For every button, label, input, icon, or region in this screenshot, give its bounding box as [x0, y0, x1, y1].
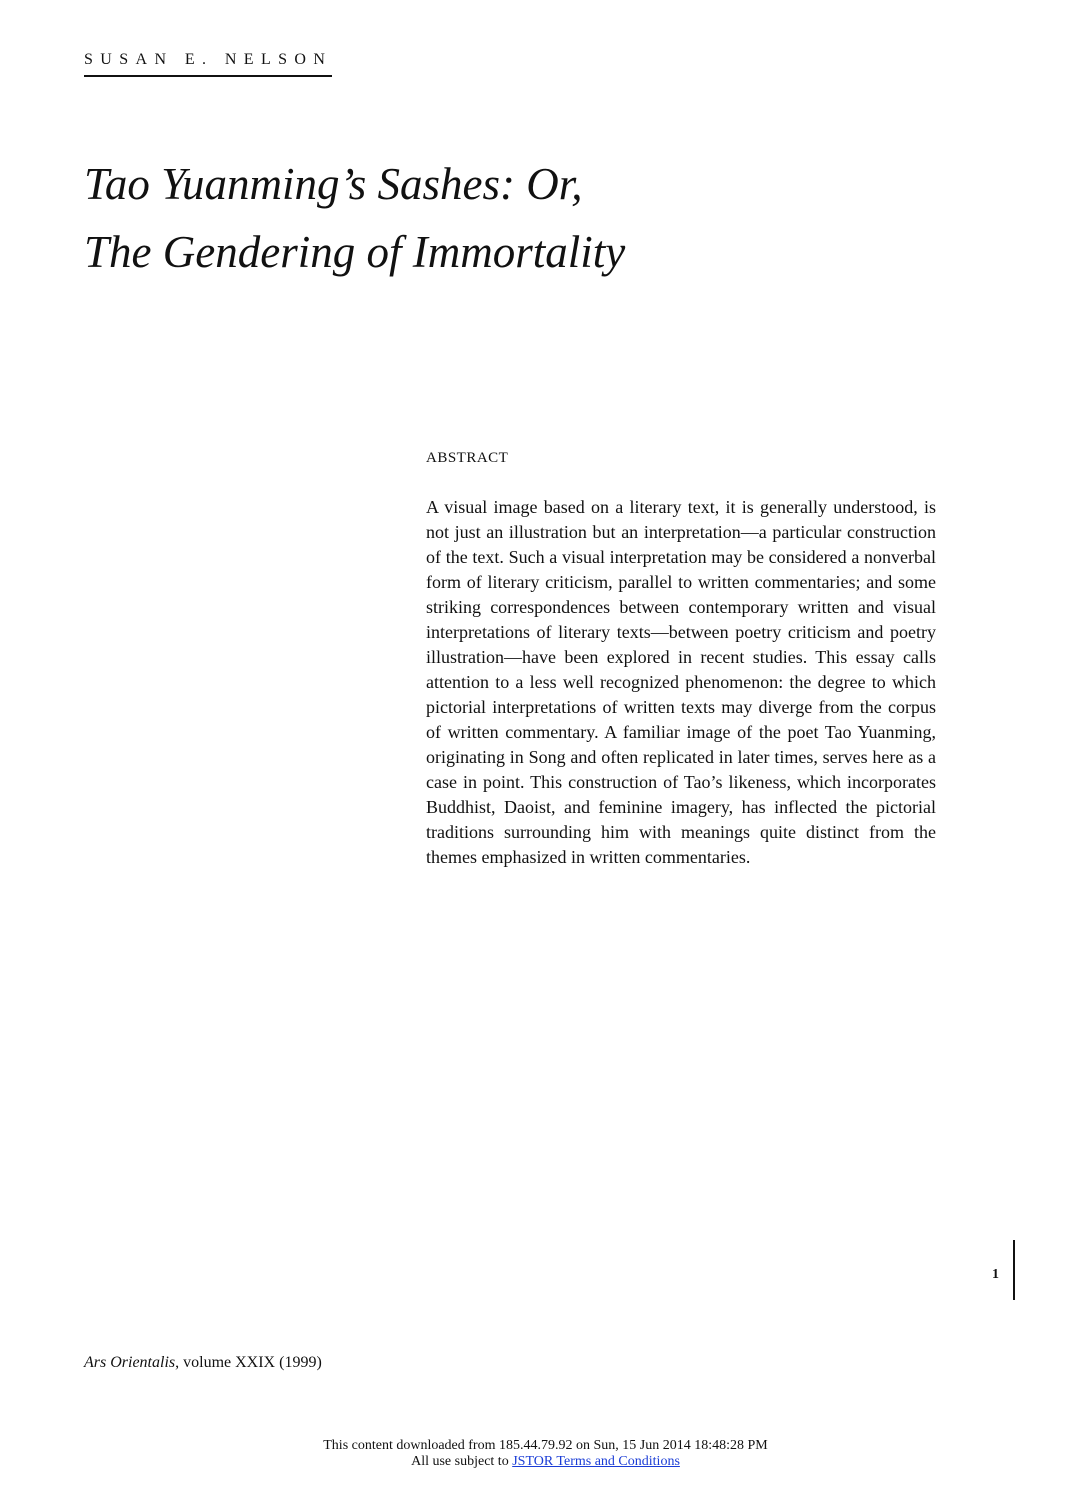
- journal-volume: , volume XXIX (1999): [175, 1354, 322, 1371]
- author-name: SUSAN E. NELSON: [84, 51, 333, 68]
- page-number: 1: [992, 1267, 999, 1282]
- abstract-section: [426, 448, 936, 870]
- article-title: [84, 150, 625, 286]
- abstract-heading: ABSTRACT: [426, 450, 509, 466]
- abstract-body: A visual image based on a literary text, it is generally understood, is not just an illustration but an interpretation—a particular construction of the text. Such a visual interpretation may be considered a nonverbal form of literary criticism, parallel to written commentaries; and some striking correspondences between contemporary written and visual interpretations of literary texts—between poetry criticism and poetry illustration—have been explored in recent studies. This essay calls attention to a less well recognized phenomenon: the degree to which pictorial interpretations of written texts may diverge from the corpus of written commentary. A familiar image of the poet Tao Yuanming, originating in Song and often replicated in later times, serves here as a case in point. This construction of Tao’s likeness, which incorporates Buddhist, Daoist, and feminine imagery, has inflected the pictorial traditions surrounding him with meanings quite distinct from the themes emphasized in written commentaries.: [426, 497, 936, 867]
- title-line-2: The Gendering of Immortality: [84, 227, 626, 277]
- journal-citation: [84, 1352, 322, 1374]
- title-line-1: Tao Yuanming’s Sashes: Or,: [84, 159, 583, 209]
- page-number-rule: [1013, 1240, 1015, 1300]
- jstor-terms-line: [0, 1454, 1091, 1470]
- jstor-notice: [0, 1438, 1091, 1470]
- author-underline: [84, 75, 332, 77]
- journal-name: Ars Orientalis: [84, 1354, 176, 1371]
- jstor-terms-prefix: All use subject to: [411, 1454, 513, 1469]
- jstor-terms-link[interactable]: JSTOR Terms and Conditions: [512, 1454, 680, 1469]
- jstor-download-line: This content downloaded from 185.44.79.92 on Sun, 15 Jun 2014 18:48:28 PM: [323, 1438, 768, 1453]
